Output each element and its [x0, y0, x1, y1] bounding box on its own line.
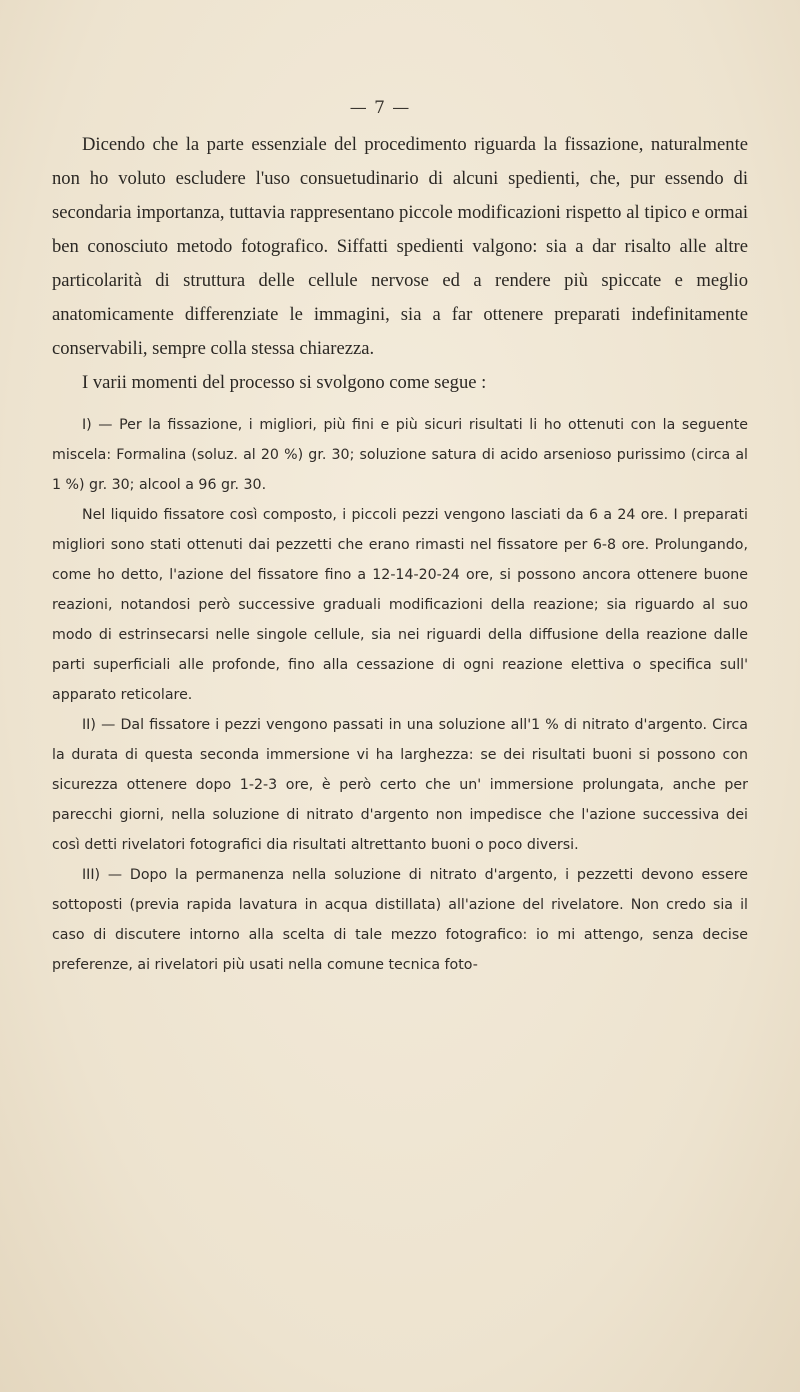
- body-text: [52, 128, 748, 980]
- step-fixation-duration: Nel liquido fissatore così composto, i piccoli pezzi vengono lasciati da 6 a 24 ore. I preparati migliori sono stati ottenuti dai pezzetti che erano rimasti nel fissatore per 6-8 ore. Prolungando, come ho detto, l'azione del fissatore fino a 12-14-20-24 ore, si possono ancora ottenere buone reazioni, notandosi però successive graduali modificazioni della reazione; sia riguardo al suo modo di estrinsecarsi nelle singole cellule, sia nei riguardi della diffusione della reazione dalle parti superficiali alle profonde, fino alla cessazione di ogni reazione elettiva o specifica sull' apparato reticolare.: [52, 507, 748, 703]
- intro-section: [52, 128, 748, 400]
- page-number: — 7 —: [349, 98, 411, 118]
- intro-paragraph: Dicendo che la parte essenziale del procedimento riguarda la fissazione, naturalmente non ho voluto escludere l'uso consuetudinario di alcuni spedienti, che, pur essendo di secondaria importanza, tuttavia rappresentano piccole modificazioni rispetto al tipico e ormai ben conosciuto metodo fotografico. Siffatti spedienti valgono: sia a dar risalto alle altre particolarità di struttura delle cellule nervose ed a rendere più spiccate e meglio anatomicamente differenziate le immagini, sia a far ottenere preparati indefinitamente conservabili, sempre colla stessa chiarezza.: [52, 134, 748, 359]
- step-fixation: I) — Per la fissazione, i migliori, più fini e più sicuri risultati li ho ottenuti con la seguente miscela: Formalina (soluz. al 20 %) gr. 30; soluzione satura di acido arsenioso purissimo (circa al 1 %) gr. 30; alcool a 96 gr. 30.: [52, 417, 748, 493]
- intro-sentence: I varii momenti del processo si svolgono come segue :: [82, 372, 487, 393]
- step-developer: III) — Dopo la permanenza nella soluzione di nitrato d'argento, i pezzetti devono essere sottoposti (previa rapida lavatura in acqua distillata) all'azione del rivelatore. Non credo sia il caso di discutere intorno alla scelta di tale mezzo fotografico: io mi attengo, senza decise preferenze, ai rivelatori più usati nella comune tecnica foto-: [52, 867, 748, 973]
- step-silver-nitrate: II) — Dal fissatore i pezzi vengono passati in una soluzione all'1 % di nitrato d'argento. Circa la durata di questa seconda immersione vi ha larghezza: se dei risultati buoni si possono con sicurezza ottenere dopo 1-2-3 ore, è però certo che un' immersione prolungata, anche per parecchi giorni, nella soluzione di nitrato d'argento non impedisce che l'azione successiva dei così detti rivelatori fotografici dia risultati altrettanto buoni o poco diversi.: [52, 717, 748, 853]
- procedure-steps: [52, 410, 748, 980]
